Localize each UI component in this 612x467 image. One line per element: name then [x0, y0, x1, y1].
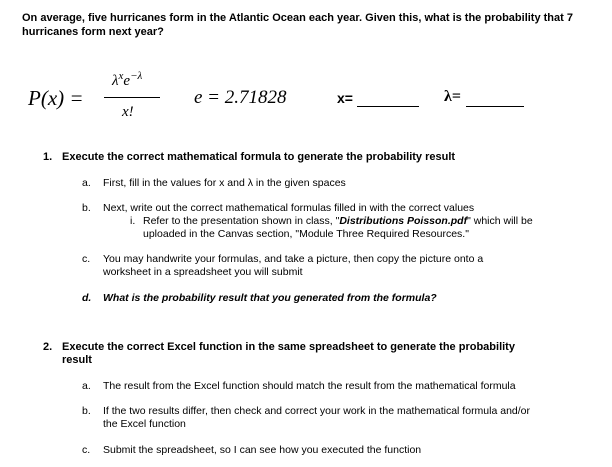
s2-item-c-marker: c.	[82, 444, 91, 456]
euler-constant: e = 2.71828	[194, 87, 287, 108]
s2-item-a-text: The result from the Excel function should match the result from the mathematical formula	[103, 380, 516, 392]
s1-item-b-text: Next, write out the correct mathematical formulas filled in with the correct values	[103, 202, 475, 214]
numerator-exp-x: x	[118, 70, 124, 82]
s2-item-b-text: If the two results differ, then check and correct your work in the mathematical formula and/or the Excel function	[103, 405, 531, 430]
s1-item-a-text: First, fill in the values for x and λ in the given spaces	[103, 177, 346, 189]
s1-item-d-marker: d.	[82, 292, 92, 304]
x-blank-line[interactable]	[357, 106, 419, 107]
numerator-lambda: λ	[112, 73, 119, 89]
s2-item-c-text: Submit the spreadsheet, so I can see how you executed the function	[103, 444, 422, 456]
subitem-text-before: Refer to the presentation shown in class, "	[143, 215, 340, 227]
formula-lhs	[28, 86, 84, 111]
s1-item-d-text: What is the probability result that you generated from the formula?	[103, 292, 437, 304]
section-2-title: Execute the correct Excel function in the same spreadsheet to generate the probability result	[62, 341, 515, 366]
s1-item-c-text: You may handwrite your formulas, and take a picture, then copy the picture onto a worksheet in a spreadsheet you will submit	[103, 253, 484, 278]
section-1-title: Execute the correct mathematical formula to generate the probability result	[62, 151, 456, 163]
x-label: x=	[337, 90, 353, 106]
formula-numerator	[112, 70, 142, 90]
section-1-number: 1.	[43, 151, 53, 163]
s1-item-b-i-text	[143, 215, 563, 241]
fraction-bar	[104, 97, 160, 98]
numerator-e: e	[123, 73, 131, 89]
s1-item-c-marker: c.	[82, 253, 91, 265]
s2-item-a-marker: a.	[82, 380, 91, 392]
lambda-blank-line[interactable]	[466, 106, 524, 107]
subitem-filename: Distributions Poisson.pdf	[339, 215, 468, 227]
formula-lhs-text: P(x) =	[28, 86, 84, 110]
subitem-text-after: " which will be uploaded in the Canvas section, "Module Three Required Resources."	[143, 215, 533, 240]
s1-item-b-i-marker: i.	[130, 215, 136, 227]
section-2-number: 2.	[43, 341, 53, 353]
intro-question: On average, five hurricanes form in the Atlantic Ocean each year. Given this, what is the probability that 7 hurricanes form next year?	[22, 12, 573, 38]
numerator-exp-neg-lambda: −λ	[130, 70, 143, 82]
s1-item-a-marker: a.	[82, 177, 91, 189]
s1-item-b-marker: b.	[82, 202, 91, 214]
lambda-label: λ=	[444, 88, 461, 105]
s2-item-b-marker: b.	[82, 405, 91, 417]
formula-denominator: x!	[122, 104, 134, 120]
